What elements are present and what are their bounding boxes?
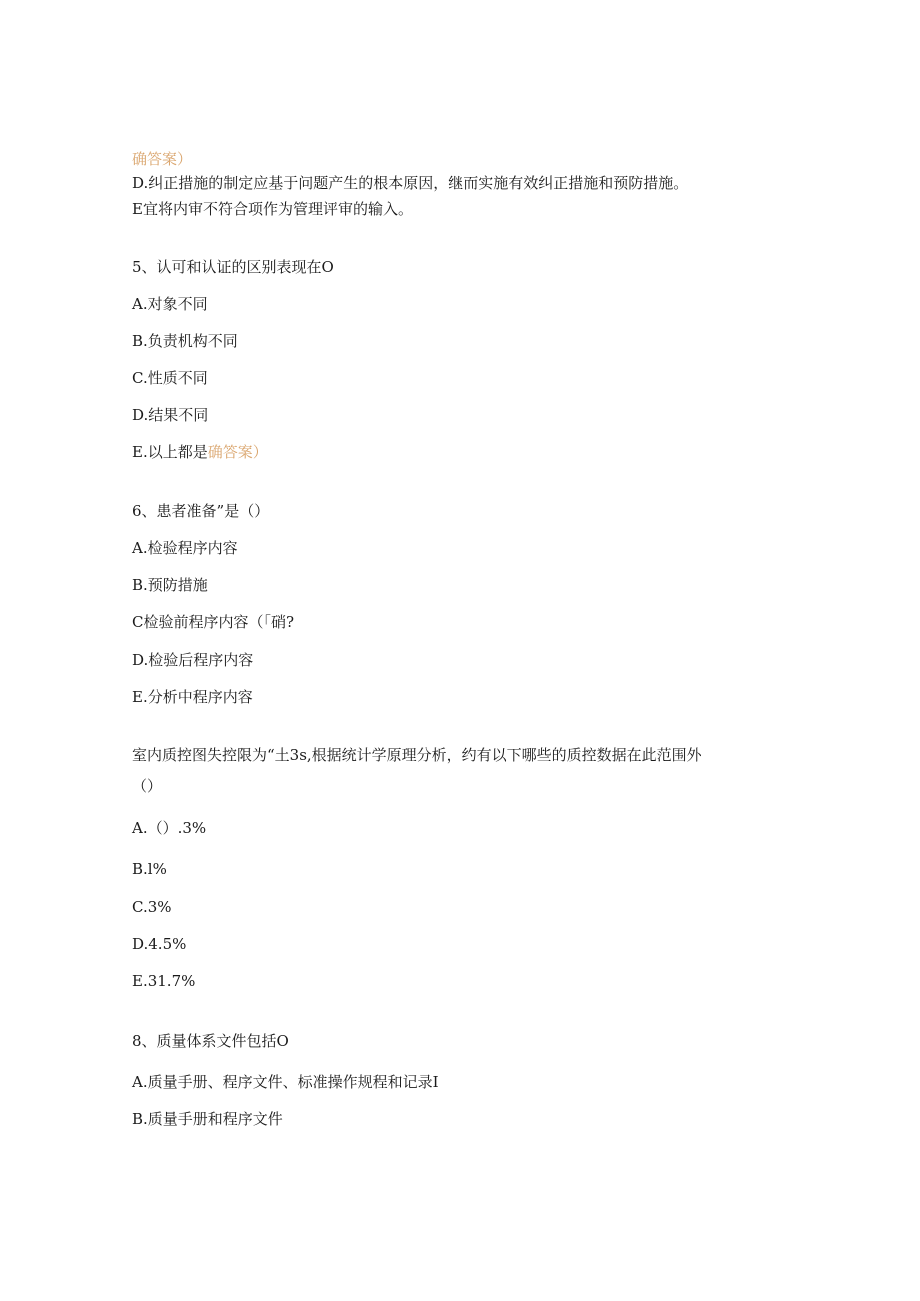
q6-option-a: A.检验程序内容 — [132, 539, 238, 557]
q5-question: 5、认可和认证的区别表现在O — [132, 258, 334, 276]
q7-question: 室内质控图失控限为“土3s,根据统计学原理分析，约有以下哪些的质控数据在此范围外 — [132, 746, 702, 764]
q8-option-a: A.质量手册、程序文件、标准操作规程和记录I — [132, 1073, 439, 1091]
q6-option-c: C检验前程序内容（「硝? — [132, 613, 295, 631]
q7-option-a: A.（）.3% — [132, 819, 207, 837]
q6-question: 6、患者准备”是（） — [132, 502, 270, 520]
q8-question: 8、质量体系文件包括O — [132, 1032, 289, 1050]
q7-question-cont: （） — [132, 777, 163, 795]
q5-option-b: B.负责机构不同 — [132, 332, 238, 350]
q5-option-d: D.结果不同 — [132, 406, 209, 424]
q5-option-e — [132, 442, 268, 462]
prev-answer-tail: 确答案） — [132, 150, 193, 168]
prev-option-e: E宜将内审不符合项作为管理评审的输入。 — [132, 200, 413, 218]
q6-option-b: B.预防措施 — [132, 576, 208, 594]
q7-option-d: D.4.5% — [132, 935, 187, 953]
q5-answer-mark: 确答案） — [207, 443, 268, 461]
q7-option-e: E.31.7% — [132, 972, 196, 990]
q7-option-c: C.3% — [132, 898, 172, 916]
q5-option-a: A.对象不同 — [132, 295, 208, 313]
q5-option-e-text: E.以上都是 — [132, 443, 208, 461]
prev-option-d: D.纠正措施的制定应基于问题产生的根本原因，继而实施有效纠正措施和预防措施。 — [132, 174, 689, 192]
q5-option-c: C.性质不同 — [132, 369, 208, 387]
q6-option-e: E.分析中程序内容 — [132, 688, 253, 706]
q8-option-b: B.质量手册和程序文件 — [132, 1110, 283, 1128]
q7-option-b: B.l% — [132, 860, 167, 878]
q6-option-d: D.检验后程序内容 — [132, 651, 254, 669]
